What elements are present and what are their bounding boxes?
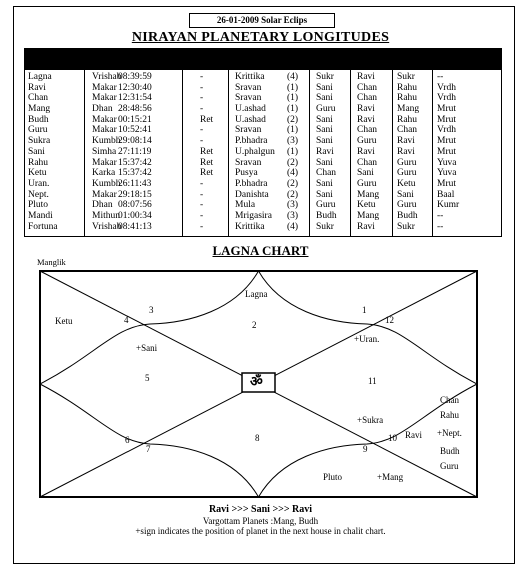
cell-lord3: Rahu bbox=[397, 82, 418, 93]
cell-status: Baal bbox=[437, 189, 455, 200]
cell-status: Vrdh bbox=[437, 93, 456, 104]
cell-retro: Ret bbox=[200, 114, 214, 125]
cell-status: Mrut bbox=[437, 114, 456, 125]
date-label: 26-01-2009 Solar Eclips bbox=[189, 13, 335, 28]
cell-retro: - bbox=[200, 210, 204, 221]
cell-sign: Makar bbox=[92, 157, 117, 168]
cell-sign: Dhan bbox=[92, 104, 113, 115]
cell-sign: Makar bbox=[92, 189, 117, 200]
cell-lord3: Sukr bbox=[397, 72, 415, 82]
cell-nakshatra: Sravan bbox=[235, 82, 262, 93]
cell-lord1: Sani bbox=[316, 114, 333, 125]
cell-nakshatra: P.bhadra bbox=[235, 136, 268, 147]
cell-sign: Kumbh bbox=[92, 178, 121, 189]
cell-pada: (4) bbox=[287, 168, 299, 179]
cell-lord3: Ravi bbox=[397, 136, 415, 147]
planet-budh: Budh bbox=[440, 446, 460, 456]
house-number-10: 10 bbox=[388, 433, 397, 443]
cell-degree: 15:37:42 bbox=[118, 168, 152, 179]
cell-sign: Karka bbox=[92, 168, 116, 179]
cell-pada: (3) bbox=[287, 210, 299, 221]
cell-lord1: Guru bbox=[316, 200, 336, 211]
planet-ketu: Ketu bbox=[55, 316, 73, 326]
cell-retro: - bbox=[200, 93, 204, 104]
cell-pada: (1) bbox=[287, 104, 299, 115]
cell-status: Mrut bbox=[437, 178, 456, 189]
cell-status: Mrut bbox=[437, 136, 456, 147]
cell-retro: Ret bbox=[200, 157, 214, 168]
cell-lord1: Ravi bbox=[316, 146, 334, 157]
cell-lord2: Ravi bbox=[357, 146, 375, 157]
cell-pada: (1) bbox=[287, 82, 299, 93]
cell-name: Ravi bbox=[28, 82, 46, 93]
cell-status: Mrut bbox=[437, 104, 456, 115]
cell-lord3: Rahu bbox=[397, 93, 418, 104]
cell-lord2: Sani bbox=[357, 168, 374, 179]
cell-nakshatra: U.ashad bbox=[235, 104, 266, 115]
cell-degree: 15:37:42 bbox=[118, 157, 152, 168]
cell-degree: 10:52:41 bbox=[118, 125, 152, 136]
cell-lord3: Ravi bbox=[397, 146, 415, 157]
cell-nakshatra: Danishta bbox=[235, 189, 269, 200]
house-number-6: 6 bbox=[125, 435, 130, 445]
cell-lord1: Guru bbox=[316, 104, 336, 115]
cell-pada: (3) bbox=[287, 136, 299, 147]
cell-sign: Makar bbox=[92, 114, 117, 125]
cell-name: Uran. bbox=[28, 178, 50, 189]
house-number-12: 12 bbox=[385, 315, 394, 325]
cell-nakshatra: Mula bbox=[235, 200, 256, 211]
cell-lord3: Guru bbox=[397, 157, 417, 168]
lagna-chart-title: LAGNA CHART bbox=[212, 243, 309, 258]
cell-retro: - bbox=[200, 125, 204, 136]
cell-nakshatra: Pusya bbox=[235, 168, 258, 179]
cell-name: Mandi bbox=[28, 210, 53, 221]
cell-sign: Makar bbox=[92, 93, 117, 104]
cell-nakshatra: P.bhadra bbox=[235, 178, 268, 189]
cell-lord1: Sukr bbox=[316, 221, 334, 232]
cell-retro: - bbox=[200, 221, 204, 232]
cell-lord2: Chan bbox=[357, 125, 378, 136]
cell-status: -- bbox=[437, 221, 444, 232]
cell-lord1: Sani bbox=[316, 178, 333, 189]
cell-retro: - bbox=[200, 82, 204, 93]
cell-sign: Mithun bbox=[92, 210, 120, 221]
cell-name: Ketu bbox=[28, 168, 47, 179]
cell-retro: - bbox=[200, 178, 204, 189]
cell-name: Fortuna bbox=[28, 221, 58, 232]
house-number-2: 2 bbox=[252, 320, 257, 330]
cell-degree: 12:31:54 bbox=[118, 93, 152, 104]
cell-degree: 27:11:19 bbox=[118, 146, 152, 157]
cell-pada: (4) bbox=[287, 72, 299, 82]
vargottam-line: Vargottam Planets :Mang, Budh bbox=[202, 516, 319, 526]
cell-name: Sani bbox=[28, 146, 45, 157]
house-number-5: 5 bbox=[145, 373, 150, 383]
cell-nakshatra: U.phalgun bbox=[235, 146, 275, 157]
cell-retro: Ret bbox=[200, 168, 214, 179]
cell-lord3: Sukr bbox=[397, 221, 415, 232]
cell-status: Vrdh bbox=[437, 82, 456, 93]
cell-retro: Ret bbox=[200, 146, 214, 157]
cell-nakshatra: Sravan bbox=[235, 125, 262, 136]
cell-name: Lagna bbox=[28, 72, 52, 82]
house-number-4: 4 bbox=[124, 315, 129, 325]
cell-sign: Simha bbox=[92, 146, 117, 157]
cell-lord1: Sani bbox=[316, 82, 333, 93]
house-number-7: 7 bbox=[146, 444, 151, 454]
cell-name: Guru bbox=[28, 125, 48, 136]
house-number-11: 11 bbox=[368, 376, 377, 386]
cell-retro: - bbox=[200, 104, 204, 115]
planet-lagna: Lagna bbox=[245, 289, 268, 299]
cell-nakshatra: Sravan bbox=[235, 93, 262, 104]
cell-lord2: Guru bbox=[357, 178, 377, 189]
house-number-3: 3 bbox=[149, 305, 154, 315]
cell-nakshatra: U.ashad bbox=[235, 114, 266, 125]
planet-sani: +Sani bbox=[136, 343, 158, 353]
planet-mang: +Mang bbox=[377, 472, 404, 482]
cell-name: Nept. bbox=[28, 189, 49, 200]
cell-lord2: Ketu bbox=[357, 200, 376, 211]
house-number-9: 9 bbox=[363, 444, 368, 454]
cell-pada: (1) bbox=[287, 125, 299, 136]
cell-sign: Makar bbox=[92, 82, 117, 93]
cell-lord2: Mang bbox=[357, 210, 380, 221]
cell-lord1: Budh bbox=[316, 210, 337, 221]
planet-chan: Chan bbox=[440, 395, 459, 405]
cell-sign: Vrishab bbox=[92, 221, 122, 232]
cell-lord2: Mang bbox=[357, 189, 380, 200]
dasha-line: Ravi >>> Sani >>> Ravi bbox=[208, 504, 313, 515]
cell-sign: Kumbh bbox=[92, 136, 121, 147]
planet-nept: +Nept. bbox=[437, 428, 462, 438]
cell-name: Rahu bbox=[28, 157, 49, 168]
cell-lord1: Sani bbox=[316, 136, 333, 147]
house-number-1: 1 bbox=[362, 305, 367, 315]
cell-name: Pluto bbox=[28, 200, 49, 211]
om-icon: ॐ bbox=[250, 375, 263, 390]
cell-lord1: Sani bbox=[316, 157, 333, 168]
cell-lord1: Chan bbox=[316, 168, 337, 179]
cell-degree: 29:18:15 bbox=[118, 189, 152, 200]
planet-uran: +Uran. bbox=[354, 334, 380, 344]
cell-degree: 08:41:13 bbox=[118, 221, 152, 232]
cell-name: Sukra bbox=[28, 136, 51, 147]
cell-lord1: Sani bbox=[316, 189, 333, 200]
cell-pada: (2) bbox=[287, 114, 299, 125]
cell-degree: 26:11:43 bbox=[118, 178, 152, 189]
cell-lord2: Ravi bbox=[357, 72, 375, 82]
cell-degree: 01:00:34 bbox=[118, 210, 152, 221]
cell-degree: 08:07:56 bbox=[118, 200, 152, 211]
cell-degree: 12:30:40 bbox=[118, 82, 152, 93]
cell-lord1: Sukr bbox=[316, 72, 334, 82]
cell-pada: (2) bbox=[287, 189, 299, 200]
cell-pada: (1) bbox=[287, 146, 299, 157]
cell-lord2: Chan bbox=[357, 93, 378, 104]
cell-degree: 00:15:21 bbox=[118, 114, 152, 125]
planet-guru: Guru bbox=[440, 461, 459, 471]
cell-pada: (4) bbox=[287, 221, 299, 232]
cell-pada: (2) bbox=[287, 157, 299, 168]
cell-nakshatra: Krittika bbox=[235, 221, 265, 232]
cell-lord2: Ravi bbox=[357, 221, 375, 232]
cell-lord2: Ravi bbox=[357, 114, 375, 125]
cell-lord3: Sani bbox=[397, 189, 414, 200]
cell-lord1: Sani bbox=[316, 125, 333, 136]
cell-retro: - bbox=[200, 72, 204, 82]
cell-status: Vrdh bbox=[437, 125, 456, 136]
manglik-label: Manglik bbox=[37, 257, 66, 267]
cell-lord3: Budh bbox=[397, 210, 418, 221]
planet-ravi: Ravi bbox=[405, 430, 422, 440]
cell-retro: - bbox=[200, 136, 204, 147]
cell-degree: 28:48:56 bbox=[118, 104, 152, 115]
cell-lord3: Rahu bbox=[397, 114, 418, 125]
page-title: NIRAYAN PLANETARY LONGITUDES bbox=[131, 30, 390, 45]
cell-nakshatra: Mrigasira bbox=[235, 210, 272, 221]
cell-pada: (3) bbox=[287, 200, 299, 211]
planet-rahu: Rahu bbox=[440, 410, 459, 420]
cell-lord1: Sani bbox=[316, 93, 333, 104]
cell-retro: - bbox=[200, 200, 204, 211]
cell-lord2: Guru bbox=[357, 136, 377, 147]
cell-status: Yuva bbox=[437, 157, 457, 168]
cell-lord2: Chan bbox=[357, 82, 378, 93]
cell-status: Kumr bbox=[437, 200, 460, 211]
cell-nakshatra: Krittika bbox=[235, 72, 265, 82]
cell-nakshatra: Sravan bbox=[235, 157, 262, 168]
cell-sign: Makar bbox=[92, 125, 117, 136]
cell-lord3: Chan bbox=[397, 125, 418, 136]
chalit-note: +sign indicates the position of planet in the next house in chalit chart. bbox=[135, 526, 386, 536]
cell-name: Budh bbox=[28, 114, 49, 125]
cell-lord3: Guru bbox=[397, 200, 417, 211]
planet-sukra: +Sukra bbox=[357, 415, 384, 425]
cell-status: -- bbox=[437, 72, 444, 82]
cell-lord3: Guru bbox=[397, 168, 417, 179]
cell-lord2: Chan bbox=[357, 157, 378, 168]
cell-pada: (2) bbox=[287, 178, 299, 189]
cell-status: Mrut bbox=[437, 146, 456, 157]
cell-pada: (1) bbox=[287, 93, 299, 104]
house-number-8: 8 bbox=[255, 433, 260, 443]
cell-sign: Vrishab bbox=[92, 72, 122, 82]
cell-status: -- bbox=[437, 210, 444, 221]
cell-sign: Dhan bbox=[92, 200, 113, 211]
planet-pluto: Pluto bbox=[323, 472, 343, 482]
cell-lord3: Mang bbox=[397, 104, 420, 115]
cell-name: Mang bbox=[28, 104, 51, 115]
cell-retro: - bbox=[200, 189, 204, 200]
cell-degree: 08:39:59 bbox=[118, 72, 152, 82]
cell-lord3: Ketu bbox=[397, 178, 416, 189]
cell-degree: 29:08:14 bbox=[118, 136, 152, 147]
cell-lord2: Ravi bbox=[357, 104, 375, 115]
cell-status: Yuva bbox=[437, 168, 457, 179]
cell-name: Chan bbox=[28, 93, 49, 104]
